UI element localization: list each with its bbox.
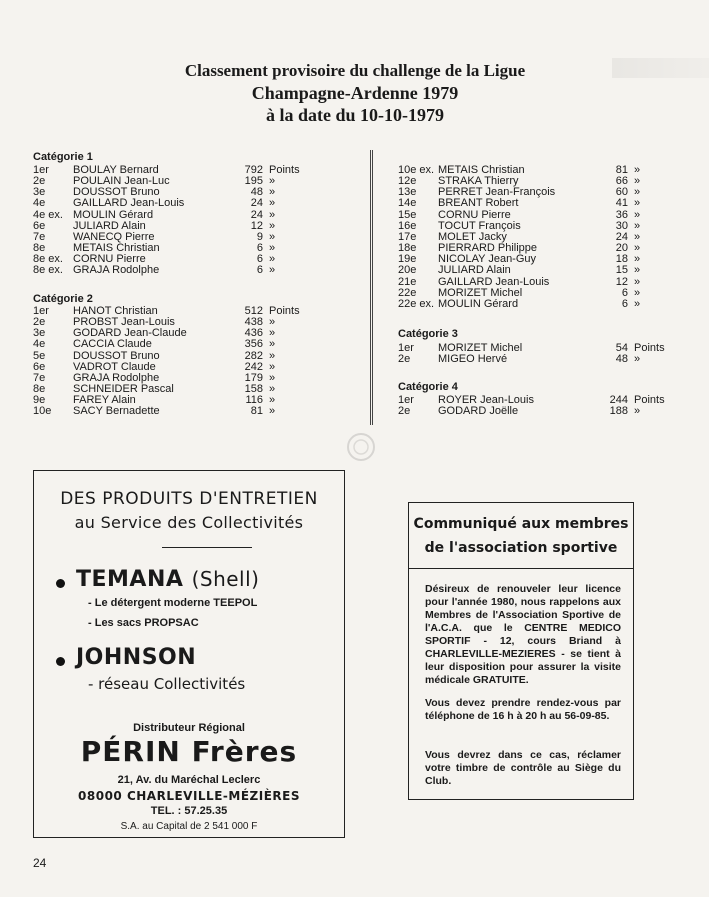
ranking-points: 24 — [250, 197, 263, 210]
ranking-name: SACY Bernadette — [73, 405, 160, 418]
ranking-unit: » — [634, 175, 641, 188]
category-3-table — [398, 343, 665, 365]
ranking-name: TOCUT François — [438, 219, 521, 232]
ranking-unit: » — [269, 242, 276, 255]
ranking-position: 14e — [398, 197, 417, 210]
bleed-through-shadow — [612, 58, 709, 78]
brand-temana — [76, 567, 259, 592]
ranking-name: SCHNEIDER Pascal — [73, 383, 174, 396]
ranking-name: DOUSSOT Bruno — [73, 186, 160, 199]
ranking-unit: » — [269, 360, 276, 373]
ranking-points: 15 — [615, 264, 628, 277]
ranking-points: 6 — [256, 264, 263, 277]
title-line-1: Classement provisoire du challenge de la Ligue — [184, 61, 526, 80]
distributor-label: Distributeur Régional — [133, 722, 245, 734]
ranking-name: GODARD Jean-Claude — [73, 327, 187, 340]
ranking-name: MORIZET Michel — [438, 286, 523, 299]
ranking-name: CORNU Pierre — [438, 208, 511, 221]
ranking-unit: » — [634, 197, 641, 210]
ranking-unit: » — [269, 208, 276, 221]
ranking-position: 8e — [33, 383, 46, 396]
ranking-position: 12e — [398, 175, 417, 188]
ranking-name: NICOLAY Jean-Guy — [438, 253, 537, 266]
ranking-points: 116 — [245, 394, 263, 407]
ranking-unit: Points — [634, 342, 665, 354]
ranking-unit: » — [269, 219, 276, 232]
ranking-name: MOULIN Gérard — [73, 208, 154, 221]
ranking-position: 1er — [398, 342, 414, 354]
ranking-position: 1er — [33, 305, 49, 317]
ranking-name: BREANT Robert — [438, 197, 519, 210]
ranking-points: 24 — [615, 230, 628, 243]
ranking-unit: » — [269, 197, 276, 210]
ranking-unit: Points — [269, 305, 300, 317]
company-city: 08000 CHARLEVILLE-MÉZIÈRES — [78, 789, 300, 803]
ad-subheadline: au Service des Collectivités — [74, 513, 304, 532]
ranking-points: 20 — [615, 242, 628, 255]
ranking-unit: » — [269, 186, 276, 199]
ranking-row — [33, 339, 300, 350]
ranking-position: 6e — [33, 219, 46, 232]
ranking-name: MORIZET Michel — [438, 342, 523, 354]
ranking-name: DOUSSOT Bruno — [73, 349, 160, 362]
ranking-position: 8e ex. — [33, 253, 63, 266]
ranking-name: METAIS Christian — [73, 242, 160, 255]
category-3-heading: Catégorie 3 — [398, 328, 458, 340]
ranking-position: 10e — [33, 405, 52, 418]
ranking-points: 179 — [244, 371, 263, 384]
ranking-position: 22e — [398, 286, 417, 299]
brand-temana-name: TEMANA — [76, 567, 184, 592]
ranking-unit: » — [269, 338, 276, 351]
ranking-points: 188 — [609, 405, 628, 418]
ranking-unit: » — [634, 253, 641, 266]
ranking-points: 24 — [250, 208, 263, 221]
ranking-name: ROYER Jean-Louis — [438, 394, 534, 406]
ranking-position: 18e — [398, 242, 417, 255]
stamp-icon — [345, 430, 377, 464]
ranking-name: MOLET Jacky — [438, 230, 507, 243]
ranking-points: 356 — [244, 338, 263, 351]
ranking-unit: » — [269, 264, 276, 277]
company-phone: TEL. : 57.25.35 — [150, 805, 228, 817]
ranking-row — [33, 198, 300, 209]
ranking-name: GAILLARD Jean-Louis — [438, 275, 550, 288]
ranking-points: 18 — [615, 253, 628, 266]
ranking-points: 12 — [250, 219, 263, 232]
ranking-name: PERRET Jean-François — [438, 186, 556, 199]
communique-box — [408, 502, 634, 800]
ranking-row — [398, 187, 640, 198]
ranking-points: 512 — [244, 305, 263, 317]
ranking-position: 2e — [398, 353, 411, 366]
ranking-points: 48 — [615, 353, 628, 366]
ranking-unit: » — [269, 175, 276, 188]
title-line-3: à la date du 10-10-1979 — [265, 105, 444, 125]
ranking-name: FAREY Alain — [73, 394, 136, 407]
company-address: 21, Av. du Maréchal Leclerc — [117, 774, 261, 786]
page-title — [140, 60, 570, 126]
ranking-position: 1er — [398, 394, 414, 406]
ranking-points: 438 — [244, 316, 263, 329]
ranking-row — [398, 406, 665, 417]
ranking-points: 36 — [615, 208, 628, 221]
ranking-position: 15e — [398, 208, 417, 221]
ranking-name: STRAKA Thierry — [438, 175, 519, 188]
ranking-row — [398, 165, 640, 176]
ranking-points: 792 — [244, 164, 263, 176]
ranking-name: MIGEO Hervé — [438, 353, 508, 366]
ranking-points: 54 — [615, 342, 628, 354]
ranking-points: 6 — [256, 242, 263, 255]
ranking-position: 21e — [398, 275, 417, 288]
ranking-points: 6 — [621, 297, 628, 310]
ranking-name: GAILLARD Jean-Louis — [73, 197, 185, 210]
ranking-name: JULIARD Alain — [438, 264, 511, 277]
ranking-unit: » — [634, 219, 641, 232]
category-2-continued-table — [398, 165, 640, 310]
ranking-unit: » — [634, 208, 641, 221]
ranking-position: 2e — [33, 175, 46, 188]
ranking-points: 158 — [244, 383, 263, 396]
brand-temana-sub: (Shell) — [191, 567, 260, 591]
ranking-position: 7e — [33, 371, 46, 384]
ranking-position: 5e — [33, 349, 46, 362]
ranking-position: 22e ex. — [398, 297, 435, 310]
ranking-position: 8e — [33, 242, 46, 255]
company-name: PÉRIN Frères — [80, 735, 298, 768]
category-4-table — [398, 395, 665, 417]
ranking-unit: » — [634, 353, 641, 366]
ranking-name: WANECQ Pierre — [73, 230, 155, 243]
ranking-name: METAIS Christian — [438, 164, 525, 176]
ranking-position: 4e ex. — [33, 208, 63, 221]
bullet-icon — [56, 579, 65, 588]
ranking-unit: » — [269, 316, 276, 329]
ranking-unit: » — [269, 230, 276, 243]
faint-stamp-mark — [345, 430, 377, 464]
ranking-unit: » — [634, 242, 641, 255]
ranking-points: 81 — [250, 405, 263, 418]
ranking-name: CORNU Pierre — [73, 253, 146, 266]
ranking-position: 2e — [33, 316, 46, 329]
ranking-unit: » — [634, 164, 641, 176]
page-number: 24 — [33, 856, 47, 870]
ranking-unit: » — [269, 394, 276, 407]
ranking-points: 41 — [615, 197, 628, 210]
ranking-unit: » — [269, 253, 276, 266]
ranking-row — [398, 254, 640, 265]
communique-paragraph-2: Vous devez prendre rendez-vous par téléphone de 16 h à 20 h au 56-09-85. — [425, 697, 621, 722]
ranking-unit: » — [634, 275, 641, 288]
category-1-heading: Catégorie 1 — [33, 151, 93, 163]
brand-johnson: JOHNSON — [76, 645, 197, 670]
title-line-2: Champagne-Ardenne 1979 — [251, 83, 459, 103]
ranking-position: 20e — [398, 264, 417, 277]
ranking-row — [33, 406, 300, 417]
ranking-position: 3e — [33, 186, 46, 199]
ranking-name: GRAJA Rodolphe — [73, 371, 160, 384]
ranking-points: 12 — [615, 275, 628, 288]
ranking-position: 17e — [398, 230, 417, 243]
ranking-name: BOULAY Bernard — [73, 164, 159, 176]
ranking-position: 13e — [398, 186, 417, 199]
ranking-position: 1er — [33, 164, 49, 176]
ranking-unit: » — [269, 371, 276, 384]
ranking-unit: Points — [269, 164, 300, 176]
ranking-points: 60 — [615, 186, 628, 199]
company-capital: S.A. au Capital de 2 541 000 F — [120, 821, 258, 832]
ranking-row — [398, 221, 640, 232]
ranking-row — [398, 299, 640, 310]
advertisement-box — [33, 470, 345, 838]
ranking-points: 66 — [615, 175, 628, 188]
ranking-unit: Points — [634, 394, 665, 406]
ranking-unit: » — [634, 230, 641, 243]
communique-paragraph-3: Vous devrez dans ce cas, réclamer votre timbre de contrôle au Siège du Club. — [425, 749, 621, 787]
communique-title-1: Communiqué aux membres — [413, 516, 629, 532]
category-2-table — [33, 306, 300, 418]
ranking-unit: » — [269, 405, 276, 418]
ranking-points: 195 — [244, 175, 263, 188]
ranking-row — [398, 288, 640, 299]
ranking-name: PROBST Jean-Louis — [73, 316, 175, 329]
temana-line-1: - Le détergent moderne TEEPOL — [88, 597, 258, 609]
ranking-name: MOULIN Gérard — [438, 297, 519, 310]
ranking-unit: » — [269, 349, 276, 362]
ranking-position: 4e — [33, 338, 46, 351]
ranking-name: POULAIN Jean-Luc — [73, 175, 170, 188]
ranking-position: 2e — [398, 405, 411, 418]
ranking-position: 6e — [33, 360, 46, 373]
ranking-points: 6 — [621, 286, 628, 299]
ranking-points: 30 — [615, 219, 628, 232]
communique-header — [409, 503, 633, 569]
ranking-points: 436 — [244, 327, 263, 340]
ranking-name: CACCIA Claude — [73, 338, 152, 351]
category-1-table — [33, 165, 300, 277]
ranking-row — [398, 354, 665, 365]
ranking-points: 81 — [615, 164, 628, 176]
ranking-position: 7e — [33, 230, 46, 243]
ranking-position: 8e ex. — [33, 264, 63, 277]
ranking-row — [33, 265, 300, 276]
ranking-position: 10e ex. — [398, 164, 435, 176]
bullet-icon — [56, 657, 65, 666]
ranking-points: 242 — [244, 360, 263, 373]
ranking-points: 48 — [250, 186, 263, 199]
communique-paragraph-1: Désireux de renouveler leur licence pour l'année 1980, nous rappelons aux Membres de l'Association Sportive de l'A.C.A. que le CENTRE MEDICO SPORTIF - 12, cours Briand à CHARLEVILLE-MEZIERES - se tient à leur disposition pour assurer la visite médicale GRATUITE. — [425, 583, 621, 686]
ranking-points: 282 — [244, 349, 263, 362]
ranking-unit: » — [634, 297, 641, 310]
ad-rule — [162, 547, 252, 548]
ranking-unit: » — [634, 286, 641, 299]
ranking-points: 244 — [609, 394, 628, 406]
ranking-unit: » — [634, 264, 641, 277]
ranking-name: GRAJA Rodolphe — [73, 264, 160, 277]
ranking-points: 6 — [256, 253, 263, 266]
ranking-name: HANOT Christian — [73, 305, 158, 317]
ranking-points: 9 — [256, 230, 263, 243]
ranking-row — [398, 265, 640, 276]
ranking-name: JULIARD Alain — [73, 219, 146, 232]
ranking-unit: » — [269, 383, 276, 396]
ad-headline: DES PRODUITS D'ENTRETIEN — [60, 489, 318, 509]
ranking-position: 19e — [398, 253, 417, 266]
ranking-name: GODARD Joëlle — [438, 405, 519, 418]
column-divider — [370, 150, 373, 425]
communique-title-2: de l'association sportive — [424, 540, 618, 556]
ranking-name: PIERRARD Philippe — [438, 242, 538, 255]
category-2-heading: Catégorie 2 — [33, 293, 93, 305]
ranking-unit: » — [634, 405, 641, 418]
ranking-position: 3e — [33, 327, 46, 340]
category-4-heading: Catégorie 4 — [398, 381, 458, 393]
ranking-position: 4e — [33, 197, 46, 210]
johnson-line: - réseau Collectivités — [88, 675, 246, 693]
ranking-unit: » — [634, 186, 641, 199]
ranking-position: 16e — [398, 219, 417, 232]
ranking-name: VADROT Claude — [73, 360, 156, 373]
ranking-position: 9e — [33, 394, 46, 407]
ranking-row — [398, 198, 640, 209]
temana-line-2: - Les sacs PROPSAC — [88, 617, 199, 629]
ranking-unit: » — [269, 327, 276, 340]
